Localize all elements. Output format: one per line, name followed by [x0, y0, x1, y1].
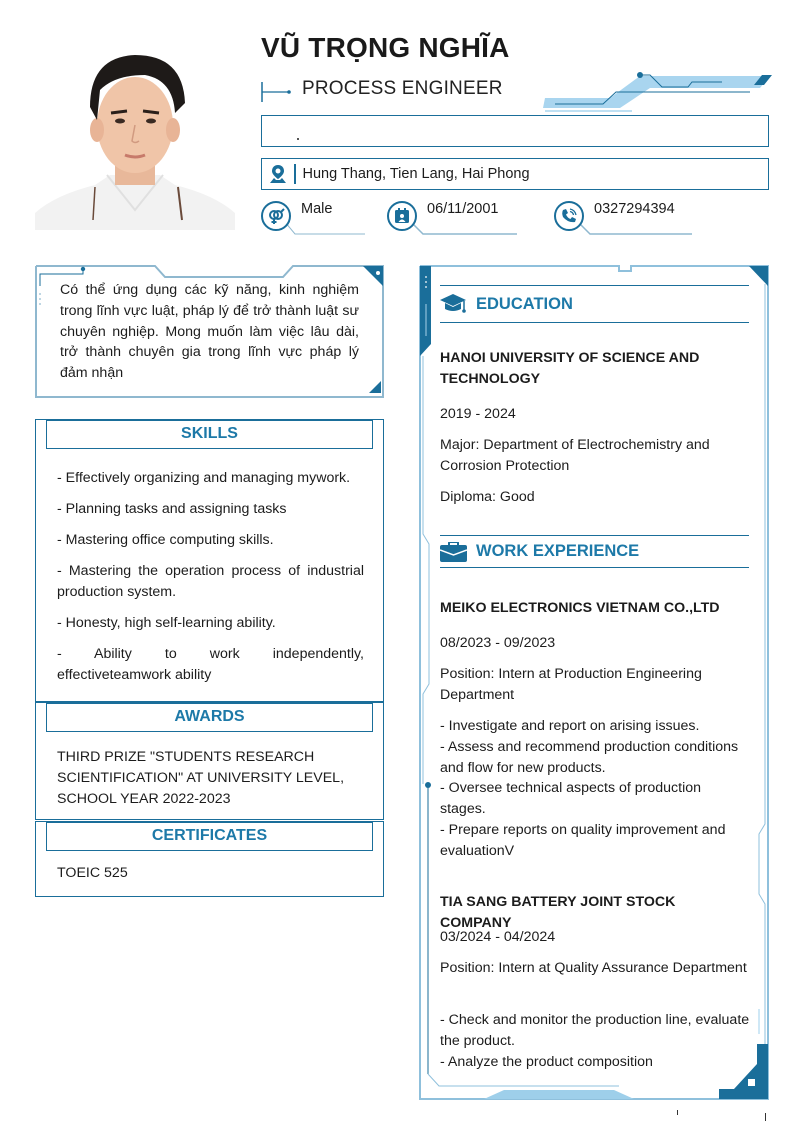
job-duties	[440, 1010, 750, 1072]
objective-text: Có thể ứng dụng các kỹ năng, kinh nghiệm trong lĩnh vực luật, pháp lý để trở thành luật sư chuyên nghiệp. Mong muốn làm việc lâu dài, trở thành chuyên gia trong lĩnh vực pháp lý đảm nhận	[60, 282, 359, 382]
birthdate-value: 06/11/2001	[427, 201, 499, 217]
circuit-decoration-icon	[540, 68, 780, 114]
job-duties	[440, 716, 750, 862]
job-duty: - Analyze the product composition	[440, 1053, 653, 1070]
skill-item: - Planning tasks and assigning tasks	[57, 500, 287, 517]
job-duty: - Oversee technical aspects of production stages.	[440, 780, 702, 818]
title-connector-icon	[261, 82, 291, 102]
gender-value: Male	[301, 201, 333, 217]
job-duty: - Check and monitor the production line, evaluate the product.	[440, 1012, 750, 1049]
skill-item: - Honesty, high self-learning ability.	[57, 614, 276, 631]
certificate-text: TOEIC 525	[57, 865, 128, 881]
education-diploma: Diploma: Good	[440, 489, 535, 505]
education-title: EDUCATION	[476, 294, 573, 313]
education-heading	[440, 285, 749, 323]
graduation-cap-icon	[440, 293, 476, 315]
address-separator	[294, 164, 296, 184]
footer-mark	[765, 1113, 766, 1121]
skills-heading: SKILLS	[46, 420, 373, 449]
address-field	[261, 158, 769, 190]
connector-line	[407, 222, 522, 238]
job-duty: - Prepare reports on quality improvement and evaluationV	[440, 821, 726, 859]
portrait-image	[35, 35, 235, 230]
job-duty: - Investigate and report on arising issues.	[440, 718, 700, 734]
skill-item: - Ability to work independently, effectiveteamwork ability	[57, 645, 364, 683]
job-period: 08/2023 - 09/2023	[440, 635, 556, 651]
gender-icon	[261, 201, 291, 231]
phone-info	[554, 200, 694, 238]
birthdate-info	[387, 200, 522, 238]
briefcase-icon	[440, 542, 476, 562]
job-period: 03/2024 - 04/2024	[440, 929, 556, 945]
profile-photo	[35, 35, 235, 230]
connector-line	[281, 222, 366, 238]
education-period: 2019 - 2024	[440, 406, 516, 422]
awards-section	[35, 702, 384, 820]
career-objective	[35, 264, 384, 399]
job-position: Position: Intern at Quality Assurance Department	[440, 960, 747, 976]
awards-heading: AWARDS	[46, 703, 373, 732]
candidate-name: VŨ TRỌNG NGHĨA	[261, 32, 510, 63]
job-duty: - Assess and recommend production conditions and flow for new products.	[440, 738, 739, 776]
skills-list	[57, 468, 364, 696]
calendar-person-icon	[387, 201, 417, 231]
phone-value: 0327294394	[594, 201, 675, 217]
certificates-heading: CERTIFICATES	[46, 822, 373, 851]
email-field	[261, 115, 769, 147]
job-title: PROCESS ENGINEER	[302, 78, 503, 99]
certificates-section	[35, 821, 384, 897]
skill-item: - Mastering office computing skills.	[57, 531, 274, 548]
skill-item: - Mastering the operation process of industrial production system.	[57, 562, 364, 600]
gender-info	[261, 200, 366, 238]
address-text: Hung Thang, Tien Lang, Hai Phong	[302, 166, 530, 182]
skills-section	[35, 419, 384, 702]
work-experience-heading	[440, 535, 749, 568]
connector-line	[574, 222, 694, 238]
phone-icon	[554, 201, 584, 231]
job-company: TIA SANG BATTERY JOINT STOCK COMPANY	[440, 894, 676, 931]
job-position: Position: Intern at Production Engineering Department	[440, 666, 702, 703]
education-school: HANOI UNIVERSITY OF SCIENCE AND TECHNOLOGY	[440, 350, 700, 387]
education-major: Major: Department of Electrochemistry and Corrosion Protection	[440, 437, 710, 474]
award-text: THIRD PRIZE "STUDENTS RESEARCH SCIENTIFICATION" AT UNIVERSITY LEVEL, SCHOOL YEAR 2022-2023	[57, 749, 345, 807]
map-pin-icon	[262, 164, 294, 184]
job-company: MEIKO ELECTRONICS VIETNAM CO.,LTD	[440, 600, 720, 616]
skill-item: - Effectively organizing and managing mywork.	[57, 470, 351, 486]
email-placeholder-dot	[297, 138, 299, 140]
work-experience-title: WORK EXPERIENCE	[476, 542, 640, 560]
footer-mark	[677, 1110, 678, 1115]
